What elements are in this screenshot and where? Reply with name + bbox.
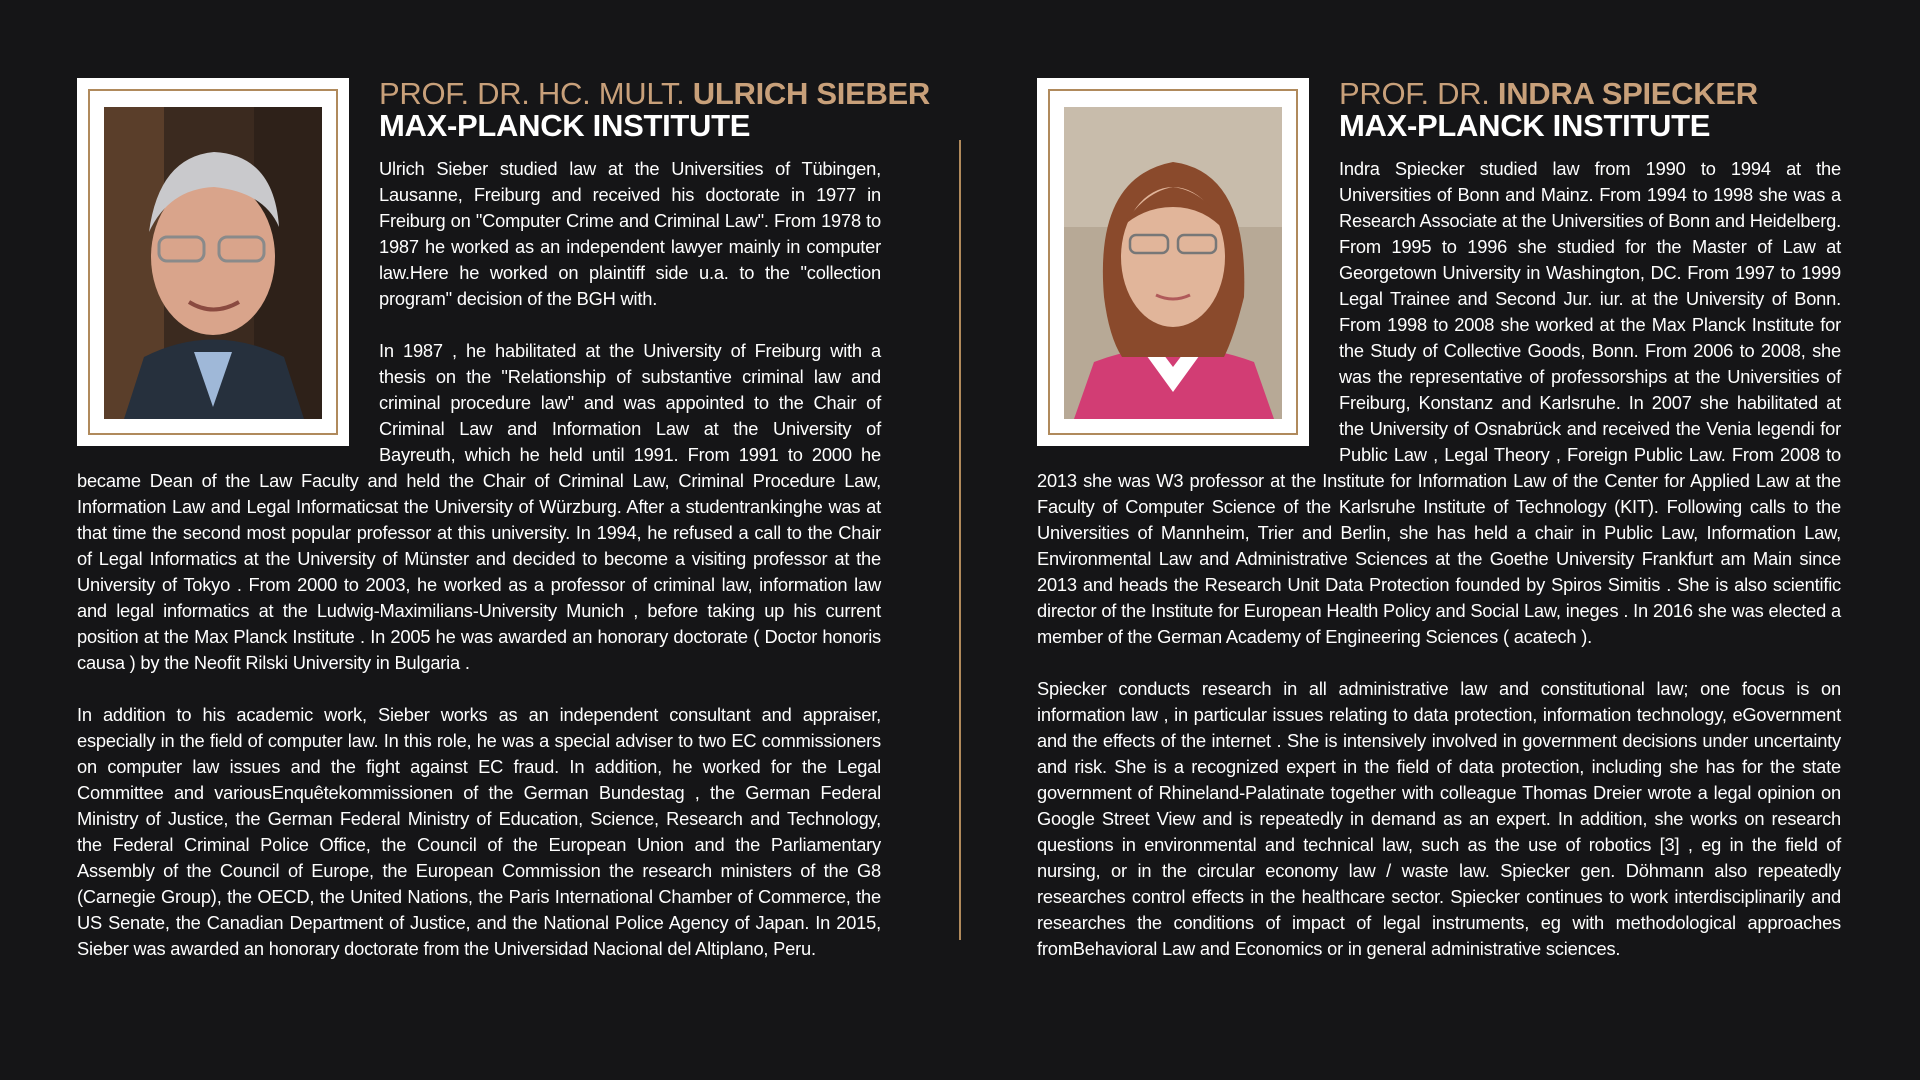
institute-name: MAX-PLANCK INSTITUTE xyxy=(1339,108,1711,143)
bio-paragraph: In 1987 , he habilitated at the University of Freiburg with a thesis on the "Relationship of substantive criminal law and criminal procedure law" and was appointed to the Chair of Criminal Law and Information Law at the University of Bayreuth, which he held until 1991. From 1991 to 2000 he became Dean of the Law Faculty and held the Chair of Criminal Law, Criminal Procedure Law, Information Law and Legal Informaticsat the University of Würzburg. After a studentrankinghe was at that time the second most popular professor at this university. In 1994, he refused a call to the Chair of Legal Informatics at the University of Münster and decided to become a visiting professor at the University of Tokyo . From 2000 to 2003, he worked as a professor of criminal law, information law and legal informatics at the Ludwig-Maximilians-University Munich , before taking up his current position at the Max Planck Institute . In 2005 he was awarded an honorary doctorate ( Doctor honoris causa ) by the Neofit Rilski University in Bulgaria . xyxy=(77,340,881,673)
bio-paragraph: Ulrich Sieber studied law at the Universities of Tübingen, Lausanne, Freiburg and received his doctorate in 1977 in Freiburg on "Computer Crime and Criminal Law". From 1978 to 1987 he worked as an independent lawyer mainly in computer law.Here he worked on plaintiff side u.a. to the "collection program" decision of the BGH with. xyxy=(379,158,881,309)
profile-name: INDRA SPIECKER xyxy=(1497,76,1758,111)
institute-name: MAX-PLANCK INSTITUTE xyxy=(379,108,751,143)
photo-frame xyxy=(77,78,349,446)
bio-paragraph: Indra Spiecker studied law from 1990 to 1994 at the Universities of Bonn and Mainz. From 1994 to 1998 she was a Research Associate at the Universities of Bonn and Heidelberg. From 1995 to 1996 she studied for the Master of Law at Georgetown University in Washington, DC. From 1997 to 1999 Legal Trainee and Second Jur. iur. at the University of Bonn. From 1998 to 2008 she worked at the Max Planck Institute for the Study of Collective Goods, Bonn. From 2006 to 2008, she was the representative of professorships at the Universities of Freiburg, Konstanz and Karlsruhe. In 2007 she habilitated at the University of Osnabrück and received the Venia legendi for Public Law , Legal Theory , Foreign Public Law. From 2008 to 2013 she was W3 professor at the Institute for Information Law of the Center for Applied Law at the Faculty of Computer Science of the Karlsruhe Institute of Technology (KIT). Following calls to the Universities of Mannheim, Trier and Berlin, she has held a chair in Public Law, Information Law, Environmental Law and Administrative Sciences at the Goethe University Frankfurt am Main since 2013 and heads the Research Unit Data Protection founded by Spiros Simitis . She is also scientific director of the Institute for European Health Policy and Social Law, ineges . In 2016 she was elected a member of the German Academy of Engineering Sciences ( acatech ). xyxy=(1037,158,1841,647)
photo-frame xyxy=(1037,78,1309,446)
bio-paragraph: In addition to his academic work, Sieber works as an independent consultant and appraiser, especially in the field of computer law. In this role, he was a special adviser to two EC commissioners on computer law issues and the fight against EC fraud. In addition, he worked for the Legal Committee and variousEnquêtekommissionen of the German Bundestag , the German Federal Ministry of Justice, the German Federal Ministry of Education, Science, Research and Technology, the Federal Criminal Police Office, the Council of the European Union and the Parliamentary Assembly of the Council of Europe, the European Commission the research ministers of the G8 (Carnegie Group), the OECD, the United Nations, the Paris International Chamber of Commerce, the US Senate, the Canadian Department of Justice, and the National Police Agency of Japan. In 2015, Sieber was awarded an honorary doctorate from the Universidad Nacional del Altiplano, Peru. xyxy=(77,704,881,959)
profile-name: ULRICH SIEBER xyxy=(692,76,931,111)
title-prefix: PROF. DR. xyxy=(1339,76,1498,111)
title-prefix: PROF. DR. HC. MULT. xyxy=(379,76,693,111)
bio-paragraph: Spiecker conducts research in all administrative law and constitutional law; one focus is on information law , in particular issues relating to data protection, information technology, eGovernment and the effects of the internet . She is intensively involved in government decisions under uncertainty and risk. She is a recognized expert in the field of data protection, including she has for the state government of Rhineland-Palatinate together with colleague Thomas Dreier wrote a legal opinion on Google Street View and is repeatedly in demand as an expert. In addition, she works on research questions in environmental and technical law, such as the use of robotics [3] , eg in the field of nursing, or in the circular economy law / waste law. Spiecker gen. Döhmann also repeatedly researches control effects in the healthcare sector. Spiecker continues to work interdisciplinarily and researches the conditions of impact of legal instruments, eg with methodological approaches fromBehavioral Law and Economics or in general administrative sciences. xyxy=(1037,678,1841,959)
profile-card-spiecker xyxy=(1037,78,1841,962)
profile-card-sieber xyxy=(77,76,931,962)
portrait-photo-spiecker xyxy=(1064,107,1282,419)
column-divider xyxy=(959,140,961,940)
portrait-photo-sieber xyxy=(104,107,322,419)
